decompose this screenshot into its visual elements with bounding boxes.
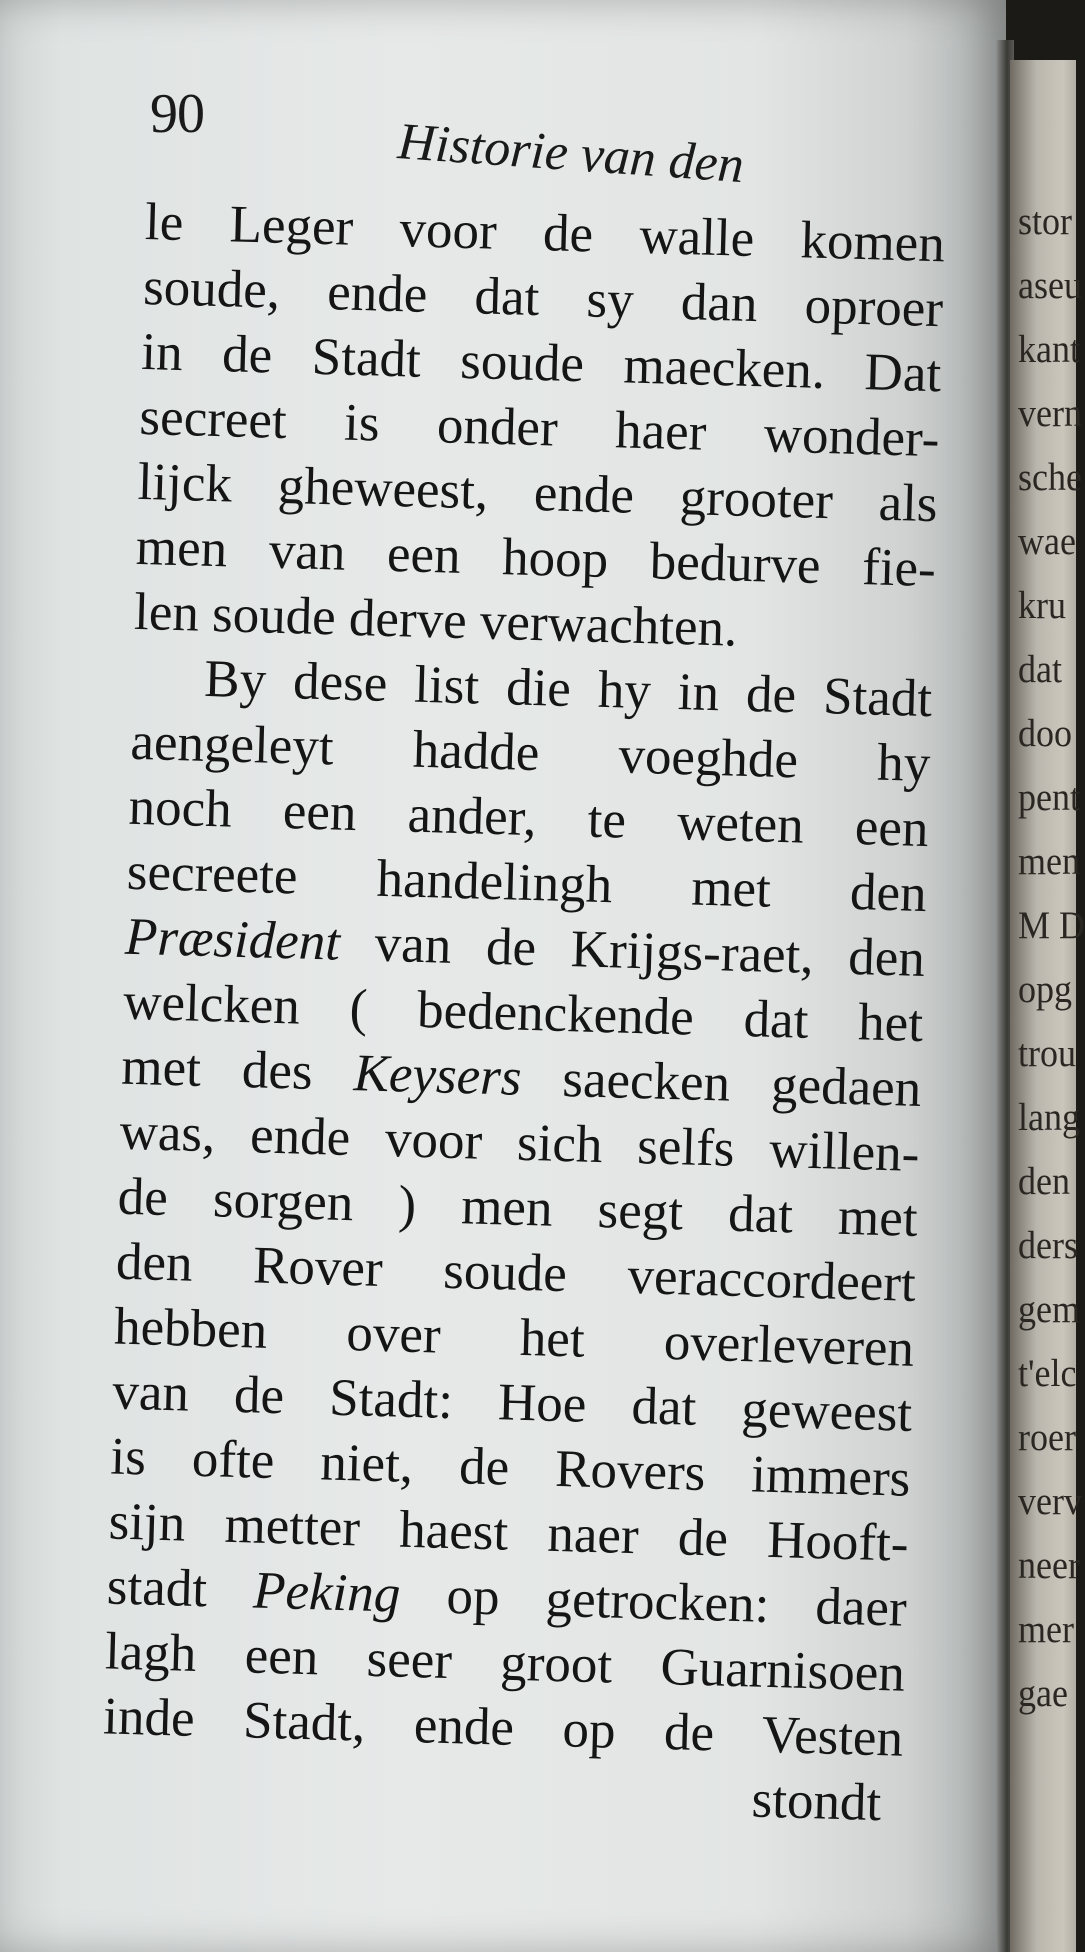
next-page-fragment: wae xyxy=(1018,519,1076,563)
next-page-fragment: sche xyxy=(1018,455,1082,499)
next-page-fragment: vern xyxy=(1018,391,1082,435)
text-segment: inde Stadt, ende op de Vesten xyxy=(102,1687,904,1768)
next-page-fragment: aseu xyxy=(1018,263,1082,307)
next-page-fragment: verv xyxy=(1018,1479,1082,1523)
text-segment: was, ende voor sich selfs willen- xyxy=(118,1102,921,1183)
next-page-fragment: gae xyxy=(1018,1671,1068,1715)
text-segment: van de Stadt: Hoe dat geweest xyxy=(111,1362,913,1443)
next-page-fragment: ders xyxy=(1018,1223,1078,1267)
next-page-fragment: den xyxy=(1018,1159,1070,1203)
right-page-edge xyxy=(1010,60,1085,1952)
text-segment: stadt xyxy=(106,1557,255,1620)
next-page-fragment: kant xyxy=(1018,327,1080,371)
text-segment: den Rover soude veraccordeert xyxy=(115,1232,917,1313)
next-page-fragment: roer xyxy=(1018,1415,1076,1459)
next-page-fragment: opg xyxy=(1018,967,1072,1011)
next-page-fragment: dat xyxy=(1018,647,1062,691)
text-segment: lagh een seer groot Guarnisoen xyxy=(104,1622,906,1703)
text-segment: le Leger voor de walle komen xyxy=(144,192,946,274)
text-segment: men van een hoop bedurve fie- xyxy=(135,517,937,599)
text-segment: noch een ander, te weten een xyxy=(127,777,930,859)
next-page-fragment: men xyxy=(1018,839,1080,883)
next-page-fragment: mer xyxy=(1018,1607,1074,1651)
next-page-fragment: lang xyxy=(1018,1095,1080,1139)
text-segment: soude, ende dat sy dan oproer xyxy=(142,257,944,339)
text-segment: lijck gheweest, ende grooter als xyxy=(137,452,939,534)
text-segment: stondt xyxy=(750,1770,883,1833)
next-page-fragment: doo xyxy=(1018,711,1072,755)
italic-word: Keysers xyxy=(352,1044,523,1107)
next-page-fragment: neer xyxy=(1018,1543,1080,1587)
running-head: Historie van den xyxy=(396,113,746,195)
next-page-fragment: kru xyxy=(1018,583,1066,627)
text-segment: van de Krijgs-raet, den xyxy=(339,913,926,989)
italic-word: Præsident xyxy=(124,907,341,972)
text-segment: len soude derve verwachten. xyxy=(133,582,739,658)
text-segment: saecken gedaen xyxy=(520,1048,923,1118)
text-segment: secreet is onder haer wonder- xyxy=(138,387,941,469)
text-segment: hebben over het overleveren xyxy=(113,1297,915,1378)
next-page-fragment: trou xyxy=(1018,1031,1076,1075)
next-page-fragment: pent xyxy=(1018,775,1080,819)
text-segment: in de Stadt soude maecken. Dat xyxy=(140,322,942,404)
text-segment: sijn metter haest naer de Hooft- xyxy=(107,1492,910,1573)
next-page-fragment: stor xyxy=(1018,199,1072,243)
next-page-fragment: gem xyxy=(1018,1287,1080,1331)
text-segment: op getrocken: daer xyxy=(399,1565,908,1638)
italic-word: Peking xyxy=(252,1561,402,1624)
text-segment: met des xyxy=(120,1037,355,1103)
text-segment: By dese list die hy in de Stadt xyxy=(203,649,933,729)
text-segment: aengeleyt hadde voeghde hy xyxy=(129,712,932,794)
text-segment: is ofte niet, de Rovers immers xyxy=(109,1427,912,1508)
page-number: 90 xyxy=(150,83,204,145)
text-segment: welcken ( bedenckende dat het xyxy=(122,972,924,1054)
next-page-fragment: t'elc xyxy=(1018,1351,1077,1395)
text-segment: de sorgen ) men segt dat met xyxy=(117,1167,919,1248)
body-text xyxy=(101,190,946,1837)
text-segment: secreete handelingh met den xyxy=(126,842,928,924)
next-page-fragment: M D xyxy=(1018,903,1085,947)
